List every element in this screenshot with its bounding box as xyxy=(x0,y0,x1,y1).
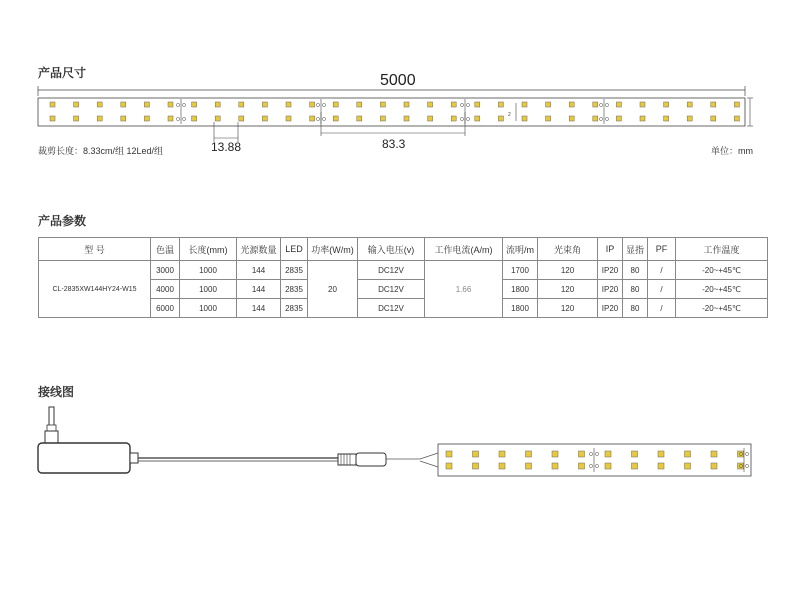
cell-led: 2835 xyxy=(281,280,308,299)
led-chip xyxy=(215,116,220,121)
led-chip xyxy=(74,102,79,107)
led-chip xyxy=(357,116,362,121)
led-chip xyxy=(50,116,55,121)
cell-ip: IP20 xyxy=(598,280,623,299)
led-chip xyxy=(522,116,527,121)
plug-icon xyxy=(45,407,58,443)
led-chip xyxy=(97,102,102,107)
cell-qty: 144 xyxy=(237,261,281,280)
led-chip xyxy=(310,116,315,121)
led-chip xyxy=(97,116,102,121)
led-chip xyxy=(473,463,479,469)
cell-cct: 3000 xyxy=(151,261,180,280)
led-chip xyxy=(658,451,664,457)
led-chip xyxy=(605,451,611,457)
cell-ip: IP20 xyxy=(598,299,623,318)
led-chip xyxy=(286,116,291,121)
led-chip xyxy=(632,463,638,469)
led-chip xyxy=(522,102,527,107)
cell-angle: 120 xyxy=(538,280,598,299)
led-chip xyxy=(50,102,55,107)
cell-cct: 6000 xyxy=(151,299,180,318)
led-chip xyxy=(632,451,638,457)
led-chip xyxy=(144,102,149,107)
led-chip xyxy=(451,102,456,107)
led-chip xyxy=(579,463,585,469)
led-chip xyxy=(286,102,291,107)
cell-power: 20 xyxy=(308,261,358,318)
led-chip xyxy=(473,451,479,457)
cell-lumen: 1700 xyxy=(503,261,538,280)
cell-temp: -20~+45℃ xyxy=(676,299,768,318)
led-chip xyxy=(215,102,220,107)
cell-lumen: 1800 xyxy=(503,299,538,318)
cell-cri: 80 xyxy=(623,280,648,299)
led-strip-top xyxy=(38,98,745,126)
led-chip xyxy=(498,102,503,107)
header-beam-angle: 光束角 xyxy=(538,238,598,261)
header-current: 工作电流(A/m) xyxy=(425,238,503,261)
led-chip xyxy=(664,116,669,121)
cell-model: CL-2835XW144HY24-W15 xyxy=(39,261,151,318)
led-chip xyxy=(640,102,645,107)
power-adapter xyxy=(38,443,130,473)
led-chip xyxy=(168,116,173,121)
header-model: 型 号 xyxy=(39,238,151,261)
total-length-label: 5000 xyxy=(380,72,416,89)
cell-current: 1.66 xyxy=(425,261,503,318)
led-chip xyxy=(380,102,385,107)
cell-pf: / xyxy=(648,299,676,318)
led-chip xyxy=(687,116,692,121)
led-chip xyxy=(605,463,611,469)
led-chip xyxy=(579,451,585,457)
led-chip xyxy=(333,116,338,121)
cell-pf: / xyxy=(648,280,676,299)
led-chip xyxy=(404,102,409,107)
header-voltage: 输入电压(v) xyxy=(358,238,425,261)
led-pitch-label: 13.88 xyxy=(211,140,242,154)
led-chip xyxy=(664,102,669,107)
svg-text:2: 2 xyxy=(508,112,511,118)
led-chip xyxy=(144,116,149,121)
header-led: LED xyxy=(281,238,308,261)
cell-lumen: 1800 xyxy=(503,280,538,299)
led-chip xyxy=(451,116,456,121)
cell-temp: -20~+45℃ xyxy=(676,280,768,299)
strip-wires xyxy=(386,453,438,467)
cell-length: 1000 xyxy=(180,261,237,280)
table-header-row xyxy=(39,238,768,261)
header-lumen: 流明/m xyxy=(503,238,538,261)
cell-cri: 80 xyxy=(623,261,648,280)
led-chip xyxy=(475,116,480,121)
unit-note: 单位：mm xyxy=(711,146,753,156)
led-chip xyxy=(262,116,267,121)
led-chip xyxy=(499,463,505,469)
led-chip xyxy=(569,102,574,107)
led-chip xyxy=(121,102,126,107)
cell-angle: 120 xyxy=(538,261,598,280)
led-chip xyxy=(593,116,598,121)
cell-qty: 144 xyxy=(237,280,281,299)
led-chip xyxy=(616,102,621,107)
led-chip xyxy=(526,451,532,457)
header-length: 长度(mm) xyxy=(180,238,237,261)
led-chip xyxy=(310,102,315,107)
led-chip xyxy=(687,102,692,107)
led-chip xyxy=(640,116,645,121)
header-cri: 显指 xyxy=(623,238,648,261)
led-chip xyxy=(685,451,691,457)
cell-voltage: DC12V xyxy=(358,261,425,280)
cell-qty: 144 xyxy=(237,299,281,318)
led-chip xyxy=(333,102,338,107)
cell-voltage: DC12V xyxy=(358,299,425,318)
header-cct: 色温 xyxy=(151,238,180,261)
header-ip: IP xyxy=(598,238,623,261)
wiring-diagram xyxy=(0,395,800,505)
led-chip xyxy=(446,451,452,457)
led-chip xyxy=(192,116,197,121)
led-chip xyxy=(239,116,244,121)
led-chip xyxy=(404,116,409,121)
cell-led: 2835 xyxy=(281,299,308,318)
cell-length: 1000 xyxy=(180,280,237,299)
group-length-label: 83.3 xyxy=(382,137,406,151)
header-pf: PF xyxy=(648,238,676,261)
led-chip xyxy=(711,116,716,121)
params-table xyxy=(38,237,768,318)
led-chip xyxy=(593,102,598,107)
cell-cri: 80 xyxy=(623,299,648,318)
led-chip xyxy=(74,116,79,121)
strip-dimension-drawing xyxy=(0,0,800,200)
led-chip xyxy=(428,116,433,121)
header-power: 功率(W/m) xyxy=(308,238,358,261)
led-chip xyxy=(616,116,621,121)
params-section-title: 产品参数 xyxy=(38,214,87,228)
cell-voltage: DC12V xyxy=(358,280,425,299)
led-chip xyxy=(239,102,244,107)
led-chip xyxy=(658,463,664,469)
led-chip xyxy=(546,102,551,107)
cell-length: 1000 xyxy=(180,299,237,318)
header-temp: 工作温度 xyxy=(676,238,768,261)
led-chip xyxy=(569,116,574,121)
wiring-section-title: 接线图 xyxy=(38,385,75,399)
led-chip xyxy=(380,116,385,121)
table-row xyxy=(39,261,768,280)
led-chip xyxy=(711,102,716,107)
led-chip xyxy=(121,116,126,121)
cell-angle: 120 xyxy=(538,299,598,318)
led-chip xyxy=(192,102,197,107)
led-chip xyxy=(734,116,739,121)
cell-cct: 4000 xyxy=(151,280,180,299)
led-chip xyxy=(526,463,532,469)
led-chip xyxy=(552,451,558,457)
led-chip xyxy=(546,116,551,121)
led-chip xyxy=(498,116,503,121)
led-chip xyxy=(734,102,739,107)
led-chip xyxy=(711,451,717,457)
led-chip xyxy=(357,102,362,107)
led-chip xyxy=(711,463,717,469)
led-chip xyxy=(685,463,691,469)
led-chip xyxy=(446,463,452,469)
led-chip xyxy=(168,102,173,107)
cell-pf: / xyxy=(648,261,676,280)
led-strip-wiring xyxy=(438,444,751,476)
size-section-title: 产品尺寸 xyxy=(38,66,87,80)
cell-led: 2835 xyxy=(281,261,308,280)
cell-ip: IP20 xyxy=(598,261,623,280)
dc-connector-icon xyxy=(338,453,386,466)
led-chip xyxy=(552,463,558,469)
cut-length-note: 裁剪长度：8.33cm/组 12Led/组 xyxy=(38,146,164,156)
led-chip xyxy=(475,102,480,107)
cell-temp: -20~+45℃ xyxy=(676,261,768,280)
led-chip xyxy=(428,102,433,107)
led-chip xyxy=(499,451,505,457)
led-chip xyxy=(262,102,267,107)
header-qty: 光源数量 xyxy=(237,238,281,261)
